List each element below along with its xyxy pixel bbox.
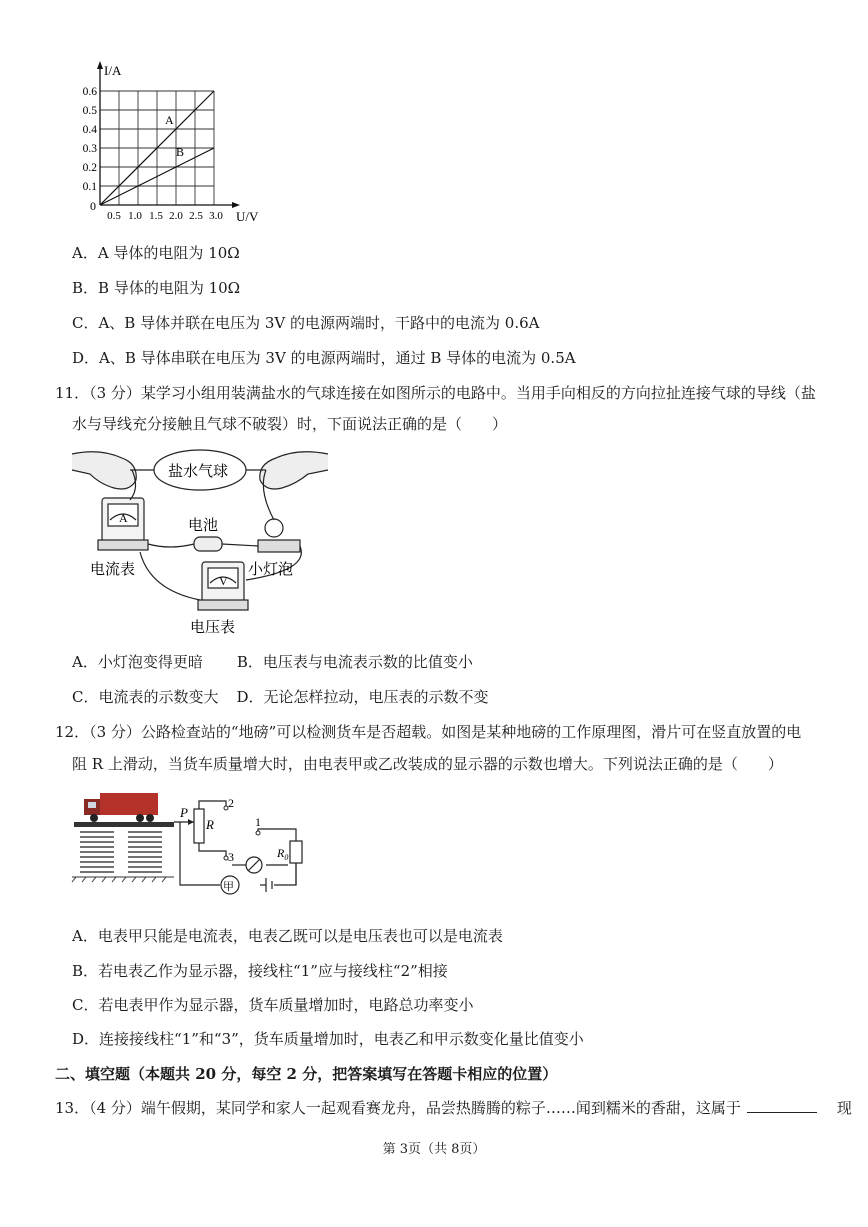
q12-option-d: D．连接接线柱“1”和“3”，货车质量增加时，电表乙和甲示数变化量比值变小 — [72, 1030, 584, 1048]
x-tick-labels — [107, 210, 223, 222]
q11-option-c: C．电流表的示数变大 — [72, 688, 219, 706]
q11-options-row2 — [72, 687, 489, 707]
y-axis-arrow — [97, 61, 103, 69]
resistor-r0 — [290, 841, 302, 863]
y-tick: 0.3 — [82, 143, 97, 155]
q11-option-b: B．电压表与电流表示数的比值变小 — [236, 653, 473, 671]
voltmeter-symbol: V — [219, 574, 228, 588]
q12-option-b: B．若电表乙作为显示器，接线柱“1”应与接线柱“2”相接 — [72, 962, 448, 980]
q11-options-row1 — [72, 652, 473, 672]
y-tick: 0.5 — [82, 105, 97, 117]
x-tick: 2.0 — [169, 210, 183, 222]
x-tick: 0.5 — [107, 210, 121, 222]
springs — [80, 832, 162, 872]
ground — [72, 877, 174, 882]
label-r0: $R_0$ — [277, 846, 289, 862]
iu-graph — [70, 55, 290, 230]
q13-stem — [55, 1098, 852, 1118]
q12-option-c: C．若电表甲作为显示器，货车质量增加时，电路总功率变小 — [72, 996, 474, 1014]
x-tick: 2.5 — [189, 210, 203, 222]
x-axis-arrow — [232, 202, 240, 208]
label-r: R — [206, 817, 214, 832]
ammeter-label: 电流表 — [90, 562, 136, 578]
x-tick: 1.0 — [128, 210, 142, 222]
q11-option-a: A．小灯泡变得更暗 — [72, 653, 203, 671]
q12-stem-line1: 12．（3 分）公路检查站的“地磅”可以检测货车是否超载。如图是某种地磅的工作原理图，滑片可在竖直放置的电 — [55, 723, 802, 741]
q11-stem-line1: 11．（3 分）某学习小组用装满盐水的气球连接在如图所示的电路中。当用手向相反的方向拉扯连接气球的导线（盐 — [55, 384, 816, 402]
q13-stem-tail: 现 — [836, 1099, 852, 1117]
q10-option-c: C．A、B 导体并联在电压为 3V 的电源两端时，干路中的电流为 0.6A — [72, 314, 540, 332]
truck-icon — [84, 793, 158, 822]
label-jia: 甲 — [223, 881, 234, 893]
label-p: P — [180, 805, 188, 820]
scale-platform — [74, 822, 174, 827]
y-tick: 0.2 — [82, 162, 97, 174]
resistor-r — [194, 809, 204, 843]
q12-stem-line2: 阻 R 上滑动，当货车质量增大时，由电表甲或乙改装成的显示器的示数也增大。下列说法正确的是（ ） — [72, 755, 783, 773]
battery — [194, 537, 222, 551]
y-tick-labels — [83, 86, 98, 193]
q11-stem-line2: 水与导线充分接触且气球不破裂）时，下面说法正确的是（ ） — [72, 415, 508, 433]
bulb-label: 小灯泡 — [248, 562, 294, 578]
label-3: 3 — [228, 850, 234, 864]
terminal-1 — [256, 831, 260, 835]
x-tick: 3.0 — [209, 210, 223, 222]
q12-scale-figure — [70, 785, 310, 895]
slider-p — [188, 819, 194, 825]
balloon-label: 盐水气球 — [168, 464, 229, 480]
section-2-title: 二、填空题（本题共 20 分，每空 2 分，把答案填写在答题卡相应的位置） — [55, 1065, 558, 1083]
q12-option-a: A．电表甲只能是电流表，电表乙既可以是电压表也可以是电流表 — [72, 927, 503, 945]
line-b-label: B — [176, 145, 185, 159]
ammeter-symbol: A — [119, 511, 128, 525]
line-a-label: A — [165, 113, 174, 127]
x-axis-label: U/V — [236, 209, 259, 224]
voltmeter-label: 电压表 — [190, 620, 236, 636]
q10-option-a: A．A 导体的电阻为 10Ω — [72, 244, 240, 262]
y-axis-label: I/A — [104, 63, 122, 78]
q10-option-b: B．B 导体的电阻为 10Ω — [72, 279, 241, 297]
battery-label: 电池 — [188, 518, 219, 534]
left-hand — [72, 452, 136, 489]
y-tick: 0.4 — [82, 124, 97, 136]
label-1: 1 — [255, 815, 261, 829]
x-tick: 1.5 — [149, 210, 163, 222]
bulb — [265, 519, 283, 537]
answer-blank[interactable] — [747, 1098, 817, 1113]
q11-option-d: D．无论怎样拉动，电压表的示数不变 — [236, 688, 489, 706]
y-tick: 0.6 — [82, 86, 97, 98]
q11-circuit-figure — [70, 440, 330, 640]
q10-option-d: D．A、B 导体串联在电压为 3V 的电源两端时，通过 B 导体的电流为 0.5A — [72, 349, 576, 367]
page-footer: 第 3页（共 8页） — [382, 1142, 486, 1157]
right-hand — [260, 452, 328, 489]
q13-stem-text: 13．（4 分）端午假期，某同学和家人一起观看赛龙舟，品尝热腾腾的粽子……闻到糯米的香甜，这属于 — [55, 1099, 741, 1117]
y-tick: 0.1 — [82, 181, 97, 193]
label-2: 2 — [228, 796, 234, 810]
origin-label: 0 — [90, 199, 96, 213]
